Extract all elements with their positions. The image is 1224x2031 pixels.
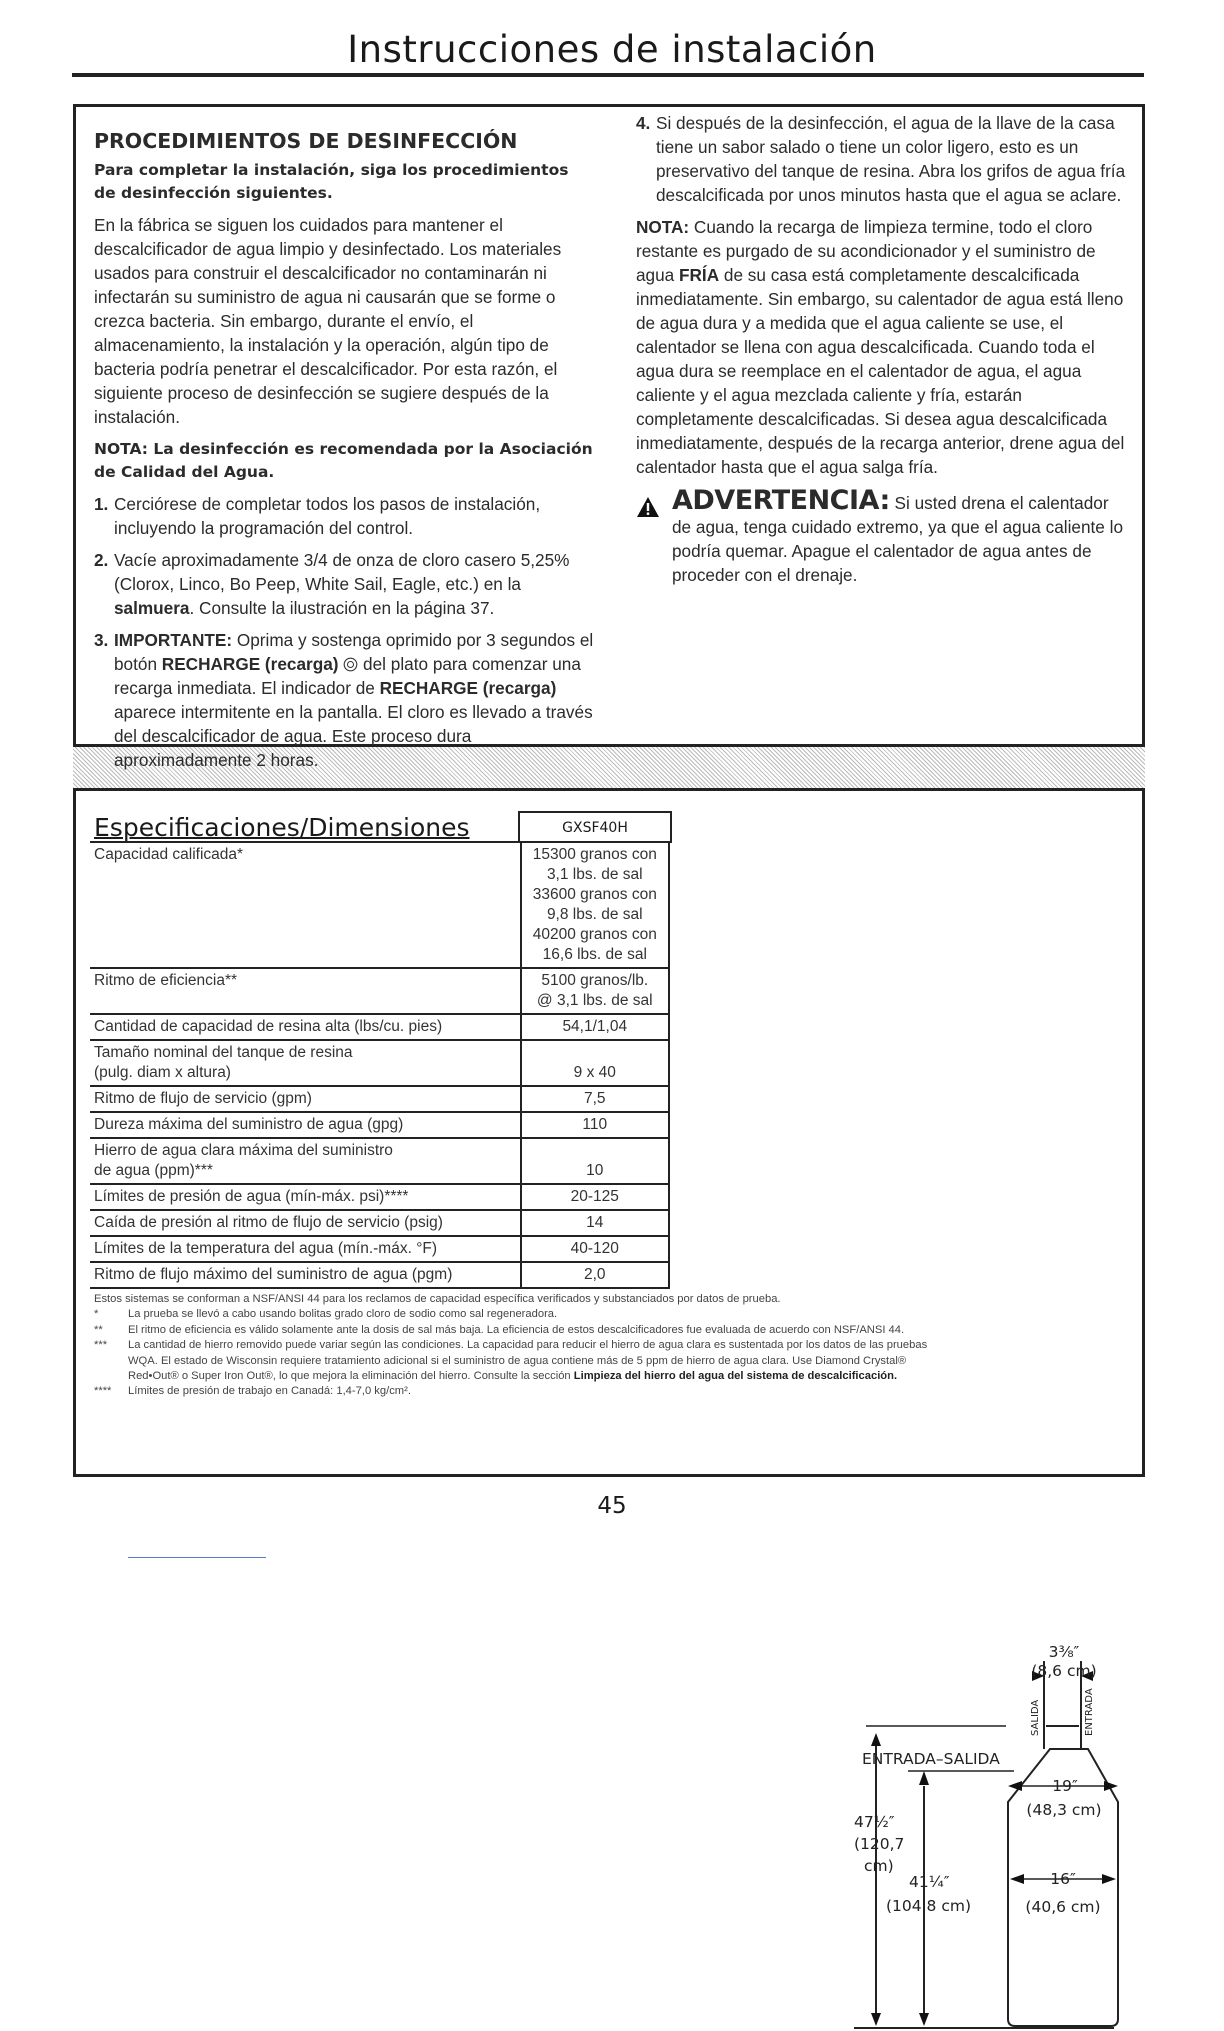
disinfection-paragraph: En la fábrica se siguen los cuidados para mantener el descalcificador de agua limpio y desinfectado. Los materiales usados para construir el descalcificador no contaminarán ni infectarán su suministro de agua ni causarán que se forme o crezca bacteria. Sin embargo, durante el envío, el almacenamiento, la instalación y la operación, algún tipo de bacteria podría penetrar el descalcificador. Por esta razón, el siguiente proceso de desinfección se sugiere después de la instalación. xyxy=(94,215,562,427)
spec-value: 10 xyxy=(520,1139,670,1183)
spec-row xyxy=(90,1263,670,1289)
top-width-label: 3³⁄₈″ xyxy=(1048,1643,1080,1661)
step-text: Vacíe aproximadamente 3/4 de onza de cloro casero 5,25% (Clorox, Linco, Bo Peep, White Sail, Eagle, etc.) en la xyxy=(114,550,570,594)
spec-row xyxy=(90,1185,670,1211)
spec-row xyxy=(90,1041,670,1087)
height-inlet-label: 41¼″ xyxy=(909,1873,950,1891)
spec-row xyxy=(90,1237,670,1263)
fria-term: FRÍA xyxy=(679,265,720,285)
spec-row xyxy=(90,1211,670,1237)
model-header: GXSF40H xyxy=(518,811,672,843)
footnote-bold: Limpieza del hierro del agua del sistema de descalcificación. xyxy=(573,1370,898,1383)
step-text: Cerciórese de completar todos los pasos de instalación, incluyendo la programación del control. xyxy=(114,494,541,538)
footnote-mark: **** xyxy=(94,1385,112,1398)
footnote xyxy=(94,1323,954,1338)
title-rule xyxy=(72,73,1144,77)
disinfection-heading: PROCEDIMIENTOS DE DESINFECCIÓN xyxy=(94,129,518,153)
salmuera-term: salmuera xyxy=(114,598,190,618)
importante-label: IMPORTANTE: xyxy=(114,630,233,650)
step-text: Oprima y sostenga oprimido por 3 segundos el botón xyxy=(114,630,594,674)
width-16-cm: (40,6 cm) xyxy=(1025,1898,1101,1916)
page-title: Instrucciones de instalación xyxy=(347,28,877,71)
spec-value: 2,0 xyxy=(520,1263,670,1287)
spec-label: Ritmo de flujo de servicio (gpm) xyxy=(94,1090,312,1107)
spec-row xyxy=(90,1113,670,1139)
footnote xyxy=(94,1384,954,1399)
spec-label: Límites de presión de agua (mín-máx. psi)**** xyxy=(94,1188,409,1205)
disinfection-note: NOTA: La desinfección es recomendada por la Asociación de Calidad del Agua. xyxy=(94,440,593,481)
spec-label: Límites de la temperatura del agua (mín.-máx. °F) xyxy=(94,1240,438,1257)
spec-row xyxy=(90,1139,670,1185)
step-number: 3. xyxy=(94,630,109,650)
spec-value: 9 x 40 xyxy=(520,1041,670,1085)
nota-paragraph xyxy=(636,215,1132,479)
disinfection-steps-cont xyxy=(636,111,1132,207)
page-number: 45 xyxy=(597,1493,627,1519)
step-text: aparece intermitente en la pantalla. El cloro es llevado a través del descalcificador de agua. Este proceso dura aproximadamente 2 horas. xyxy=(114,702,593,770)
recharge-term: RECHARGE (recarga) xyxy=(161,654,339,674)
step-text: . Consulte la ilustración en la página 37. xyxy=(189,598,495,618)
spec-value: 110 xyxy=(520,1113,670,1137)
step-text: del plato para comenzar una recarga inmediata. El indicador de xyxy=(114,654,581,698)
disinfection-right-wrapper xyxy=(73,104,1145,747)
salida-label: SALIDA xyxy=(1030,1699,1041,1736)
footnotes xyxy=(94,1292,954,1400)
spec-label: Hierro de agua clara máxima del suministro de agua (ppm)*** xyxy=(94,1142,393,1179)
warning-icon xyxy=(636,496,660,518)
footnote-intro: Estos sistemas se conforman a NSF/ANSI 44 para los reclamos de capacidad específica verificados y substanciados por datos de prueba. xyxy=(94,1293,781,1305)
spec-value: 20-125 xyxy=(520,1185,670,1209)
height-inlet-cm: (104,8 cm) xyxy=(886,1897,972,1915)
footnote-mark: *** xyxy=(94,1339,108,1352)
entrada-salida-label: ENTRADA–SALIDA xyxy=(862,1750,1000,1768)
specs-title: Especificaciones/Dimensiones xyxy=(94,813,470,842)
width-19-label: 19″ xyxy=(1052,1777,1078,1795)
step-4 xyxy=(636,111,1132,207)
height-total-label: 47½″ xyxy=(854,1813,895,1831)
spec-value: 14 xyxy=(520,1211,670,1235)
spec-label: Ritmo de eficiencia** xyxy=(94,972,238,989)
height-total-cm: (120,7 xyxy=(854,1835,905,1853)
spec-row xyxy=(90,1015,670,1041)
height-total-cm-unit: cm) xyxy=(864,1857,894,1875)
footnote xyxy=(94,1338,954,1384)
footer-line xyxy=(128,1557,266,1558)
width-19-cm: (48,3 cm) xyxy=(1026,1801,1102,1819)
step-number: 1. xyxy=(94,494,109,514)
footnote-mark: ** xyxy=(94,1323,103,1336)
disinfection-right-column xyxy=(636,111,1132,587)
top-width-cm: (8,6 cm) xyxy=(1031,1662,1097,1680)
footnote-text: El ritmo de eficiencia es válido solamente ante la dosis de sal más baja. La eficiencia de estos descalcificadores fue evaluada de acuerdo con NSF/ANSI 44. xyxy=(128,1323,905,1336)
spec-label: Tamaño nominal del tanque de resina (pulg. diam x altura) xyxy=(94,1044,353,1081)
spec-label: Ritmo de flujo máximo del suministro de agua (pgm) xyxy=(94,1266,453,1283)
spec-label: Dureza máxima del suministro de agua (gpg) xyxy=(94,1116,404,1133)
spec-value: 40-120 xyxy=(520,1237,670,1261)
entrada-label: ENTRADA xyxy=(1084,1688,1095,1736)
nota-text: Cuando la recarga de limpieza termine, todo el cloro restante es purgado de su acondicionador y el suministro de agua xyxy=(636,217,1096,285)
step-number: 4. xyxy=(636,113,651,133)
spec-row xyxy=(90,841,670,969)
warning-heading: ADVERTENCIA: xyxy=(672,485,890,516)
spec-row xyxy=(90,1087,670,1113)
spec-value: 15300 granos con 3,1 lbs. de sal 33600 granos con 9,8 lbs. de sal 40200 granos con 16,6 lbs. de sal xyxy=(520,843,670,967)
nota-label: NOTA: xyxy=(636,217,690,237)
warning-text: Si usted drena el calentador de agua, tenga cuidado extremo, ya que el agua caliente lo podría quemar. Apague el calentador de agua antes de proceder con el drenaje. xyxy=(672,493,1124,585)
spec-value: 54,1/1,04 xyxy=(520,1015,670,1039)
recharge-term: RECHARGE (recarga) xyxy=(379,678,557,698)
width-16-label: 16″ xyxy=(1050,1870,1076,1888)
spec-row xyxy=(90,969,670,1015)
footnote-text: La prueba se llevó a cabo usando bolitas grado cloro de sodio como sal regeneradora. xyxy=(128,1308,558,1321)
spec-value: 5100 granos/lb. @ 3,1 lbs. de sal xyxy=(520,969,670,1013)
warning-block xyxy=(636,485,1132,587)
spec-table xyxy=(90,841,670,1289)
footnote-text: La cantidad de hierro removido puede variar según las condiciones. La capacidad para reducir el hierro de agua clara es sustentada por los datos de las pruebas WQA. El estado de Wisconsin requiere tratamiento adicional si el suministro de agua contiene más de 5 ppm de hierro de agua clara. Use Diamond Crystal® Red•Out® o Super Iron Out®, lo que mejora la eliminación del hierro. Consulte la sección xyxy=(128,1339,928,1383)
step-number: 2. xyxy=(94,550,109,570)
step-text: Si después de la desinfección, el agua de la llave de la casa tiene un sabor salado o tiene un color ligero, esto es un preservativo del tanque de resina. Abra los grifos de agua fría descalcificada por unos minutos hasta que el agua se aclare. xyxy=(656,113,1126,205)
footnote xyxy=(94,1307,954,1322)
nota-text: de su casa está completamente descalcificada inmediatamente. Sin embargo, su calentador de agua está lleno de agua dura y a medida que el agua caliente se use, el calentador se llena con agua descalcificada. Cuando toda el agua dura se reemplace en el calentador de agua, el agua caliente y el agua mezclada caliente y fría, estarán completamente descalcificadas. Si desea agua descalcificada inmediatamente, después de la recarga anterior, drene agua del calentador hasta que el agua salga fría. xyxy=(636,265,1125,477)
spec-label: Capacidad calificada* xyxy=(94,846,244,863)
dimensions-diagram xyxy=(776,1621,1126,2031)
spec-label: Cantidad de capacidad de resina alta (lbs/cu. pies) xyxy=(94,1018,443,1035)
footnote-mark: * xyxy=(94,1308,99,1321)
spec-value: 7,5 xyxy=(520,1087,670,1111)
footnote-text: Límites de presión de trabajo en Canadá: 1,4-7,0 kg/cm². xyxy=(128,1385,411,1398)
spec-label: Caída de presión al ritmo de flujo de servicio (psig) xyxy=(94,1214,443,1231)
disinfection-intro: Para completar la instalación, siga los procedimientos de desinfección siguientes. xyxy=(94,161,569,202)
